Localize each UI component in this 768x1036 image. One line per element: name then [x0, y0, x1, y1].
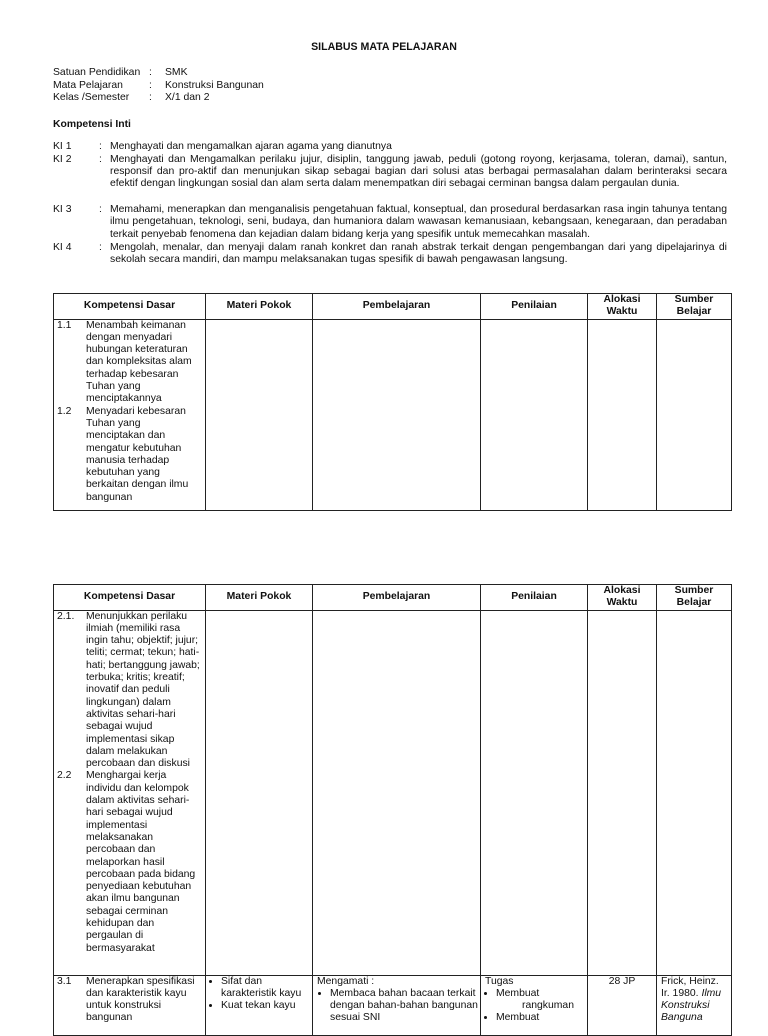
ki-code: KI 4	[53, 242, 72, 253]
kd-text: Menambah keimanan dengan menyadari hubungan keteraturan dan kompleksitas alam terhadap kebesaran Tuhan yang menciptakannya	[86, 319, 192, 405]
penilaian-cell	[481, 610, 588, 975]
kd-text: Menghargai kerja individu dan kelompok dalam aktivitas sehari-hari sebagai wujud implementasi melaksanakan percobaan dan melaporkan hasil percobaan pada bidang penyediaan kebutuhan akan ilmu bangunan sebagai cerminan kehidupan dan pergaulan di bermasyarakat	[86, 770, 196, 954]
kd-cell	[54, 610, 206, 975]
kd-text: Menerapkan spesifikasi dan karakteristik kayu untuk konstruksi bangunan	[86, 975, 195, 1024]
kd-number: 2.1.	[57, 610, 75, 622]
materi-cell	[206, 319, 313, 510]
pembelajaran-cell	[313, 610, 481, 975]
list-item-sub: rangkuman	[522, 1000, 574, 1012]
list-item-text: Membuat	[496, 987, 540, 999]
info-label: Kelas /Semester	[53, 92, 130, 103]
kd-number: 3.1	[57, 975, 72, 987]
pembelajaran-cell	[313, 319, 481, 510]
penilaian-label: Tugas	[485, 975, 514, 987]
kd-number: 1.2	[57, 405, 72, 417]
alokasi-cell	[588, 610, 657, 975]
header-alokasi-waktu: Alokasi Waktu	[588, 294, 657, 320]
kd-number: 2.2	[57, 770, 72, 782]
sumber-text	[657, 976, 731, 1025]
header-pembelajaran: Pembelajaran	[313, 585, 481, 611]
ki-code: KI 1	[53, 141, 72, 152]
kd-item-2-2	[57, 770, 205, 954]
syllabus-table-1	[53, 293, 732, 511]
table-row	[54, 975, 732, 1035]
table-header-row	[54, 294, 732, 320]
info-label: Mata Pelajaran	[53, 79, 123, 91]
sumber-cell	[657, 319, 732, 510]
ki-item-2: KI 2 : Menghayati dan Mengamalkan perilaku jujur, disiplin, tanggung jawab, peduli (gotong royong, kerjasama, toleran, damai), santun, responsif dan pro-aktif dan menunjukan sikap sebagai bagian dari solusi atas berbagai permasalahan dalam berinteraksi secara efektif dengan lingkungan sosial dan alam serta dalam menempatkan diri sebagai cerminan bangsa dalam pergaulan dunia.	[53, 153, 727, 190]
ki-item-3: KI 3 : Memahami, menerapkan dan menganalisis pengetahuan faktual, konseptual, dan prosedural berdasarkan rasa ingin tahunya tentang ilmu pengetahuan, teknologi, seni, budaya, dan humaniora dalam wawasan kemanusiaan, kebangsaan, kenegaraan, dan peradaban terkait penyebab fenomena dan kejadian dalam bidang kerja yang spesifik untuk memecahkan masalah.	[53, 204, 727, 240]
info-row-satuan: Satuan Pendidikan : SMK	[53, 67, 188, 78]
header-penilaian: Penilaian	[481, 294, 588, 320]
sumber-book-title: Ilmu Konstruksi Banguna	[661, 987, 722, 1024]
identity-block	[53, 67, 264, 105]
kd-cell	[54, 319, 206, 510]
list-item: • Sifat dan karakteristik kayu	[221, 976, 312, 1001]
pembelajaran-cell	[313, 975, 481, 1035]
ki-item-4: KI 4 : Mengolah, menalar, dan menyaji dalam ranah konkret dan ranah abstrak terkait dengan pengembangan dari yang dipelajarinya di sekolah secara mandiri, dan mampu melaksanakan tugas spesifik di bawah pengawasan langsung.	[53, 242, 727, 266]
header-kompetensi-dasar: Kompetensi Dasar	[54, 585, 206, 611]
kd-item-1-2	[57, 406, 205, 504]
alokasi-cell	[588, 319, 657, 510]
info-row-mapel: Mata Pelajaran : Konstruksi Bangunan	[53, 79, 264, 91]
header-materi-pokok: Materi Pokok	[206, 294, 313, 320]
ki-text: Memahami, menerapkan dan menganalisis pengetahuan faktual, konseptual, dan prosedural berdasarkan rasa ingin tahunya tentang ilmu pengetahuan, teknologi, seni, budaya, dan humaniora dalam wawasan kemanusiaan, kebangsaan, kenegaraan, dan peradaban terkait penyebab fenomena dan kejadian dalam bidang kerja yang spesifik untuk memecahkan masalah.	[110, 204, 727, 240]
kd-item-2-1	[57, 611, 205, 771]
ki-code: KI 2	[53, 153, 72, 165]
header-penilaian: Penilaian	[481, 585, 588, 611]
list-item: • Kuat tekan kayu	[221, 1000, 312, 1012]
penilaian-list	[481, 988, 587, 1025]
alokasi-cell: 28 JP	[588, 975, 657, 1035]
info-value: X/1 dan 2	[165, 92, 210, 103]
penilaian-cell	[481, 975, 588, 1035]
ki-code: KI 3	[53, 204, 72, 215]
ki-item-1: KI 1 : Menghayati dan mengamalkan ajaran agama yang dianutnya	[53, 141, 727, 153]
kd-text: Menunjukkan perilaku ilmiah (memiliki rasa ingin tahu; objektif; jujur; teliti; cermat; tekun; hati-hati; bertanggung jawab; terbuka; kritis; kreatif; inovatif dan peduli lingkungan) dalam aktivitas sehari-hari sebagai wujud implementasi sikap dalam melakukan percobaan dan diskusi	[86, 610, 200, 770]
table-row	[54, 610, 732, 975]
materi-cell	[206, 610, 313, 975]
page-title: SILABUS MATA PELAJARAN	[311, 41, 457, 53]
table-row	[54, 319, 732, 510]
header-pembelajaran: Pembelajaran	[313, 294, 481, 320]
kd-text: Menyadari kebesaran Tuhan yang menciptakan dan mengatur kebutuhan manusia terhadap kebutuhan yang berkaitan dengan ilmu bangunan	[86, 405, 189, 503]
ki-heading: Kompetensi Inti	[53, 119, 131, 130]
materi-list	[206, 976, 312, 1013]
sumber-cell	[657, 975, 732, 1035]
info-value: SMK	[165, 67, 188, 78]
header-kompetensi-dasar: Kompetensi Dasar	[54, 294, 206, 320]
info-value: Konstruksi Bangunan	[165, 79, 264, 91]
kd-item-3-1	[57, 976, 205, 1025]
ki-text: Menghayati dan Mengamalkan perilaku jujur, disiplin, tanggung jawab, peduli (gotong royong, kerjasama, toleran, damai), santun, responsif dan pro-aktif dan menunjukan sikap sebagai bagian dari solusi atas berbagai permasalahan dalam berinteraksi secara efektif dengan lingkungan sosial dan alam serta dalam menempatkan diri sebagai cerminan bangsa dalam pergaulan dunia.	[110, 153, 727, 190]
ki-text: Menghayati dan mengamalkan ajaran agama yang dianutnya	[110, 141, 392, 152]
list-item: • Membaca bahan bacaan terkait dengan bahan-bahan bangunan sesuai SNI	[330, 988, 480, 1025]
kd-number: 1.1	[57, 319, 72, 331]
header-sumber-belajar: Sumber Belajar	[657, 585, 732, 611]
header-alokasi-waktu: Alokasi Waktu	[588, 585, 657, 611]
list-item	[496, 988, 587, 1013]
pembelajaran-label: Mengamati :	[317, 975, 375, 987]
sumber-cell	[657, 610, 732, 975]
info-label: Satuan Pendidikan	[53, 67, 141, 78]
table-header-row	[54, 585, 732, 611]
materi-cell	[206, 975, 313, 1035]
info-row-kelas: Kelas /Semester : X/1 dan 2	[53, 92, 210, 103]
syllabus-table-2	[53, 584, 732, 1036]
penilaian-cell	[481, 319, 588, 510]
kd-item-1-1	[57, 320, 205, 406]
sumber-author: Frick, Heinz. Ir. 1980.	[661, 975, 719, 999]
list-item: • Membuat	[496, 1012, 587, 1024]
pembelajaran-list	[313, 988, 480, 1025]
ki-text: Mengolah, menalar, dan menyaji dalam ranah konkret dan ranah abstrak terkait dengan pengembangan dari yang dipelajarinya di sekolah secara mandiri, dan mampu melaksanakan tugas spesifik di bawah pengawasan langsung.	[110, 242, 727, 266]
header-materi-pokok: Materi Pokok	[206, 585, 313, 611]
header-sumber-belajar: Sumber Belajar	[657, 294, 732, 320]
kd-cell	[54, 975, 206, 1035]
